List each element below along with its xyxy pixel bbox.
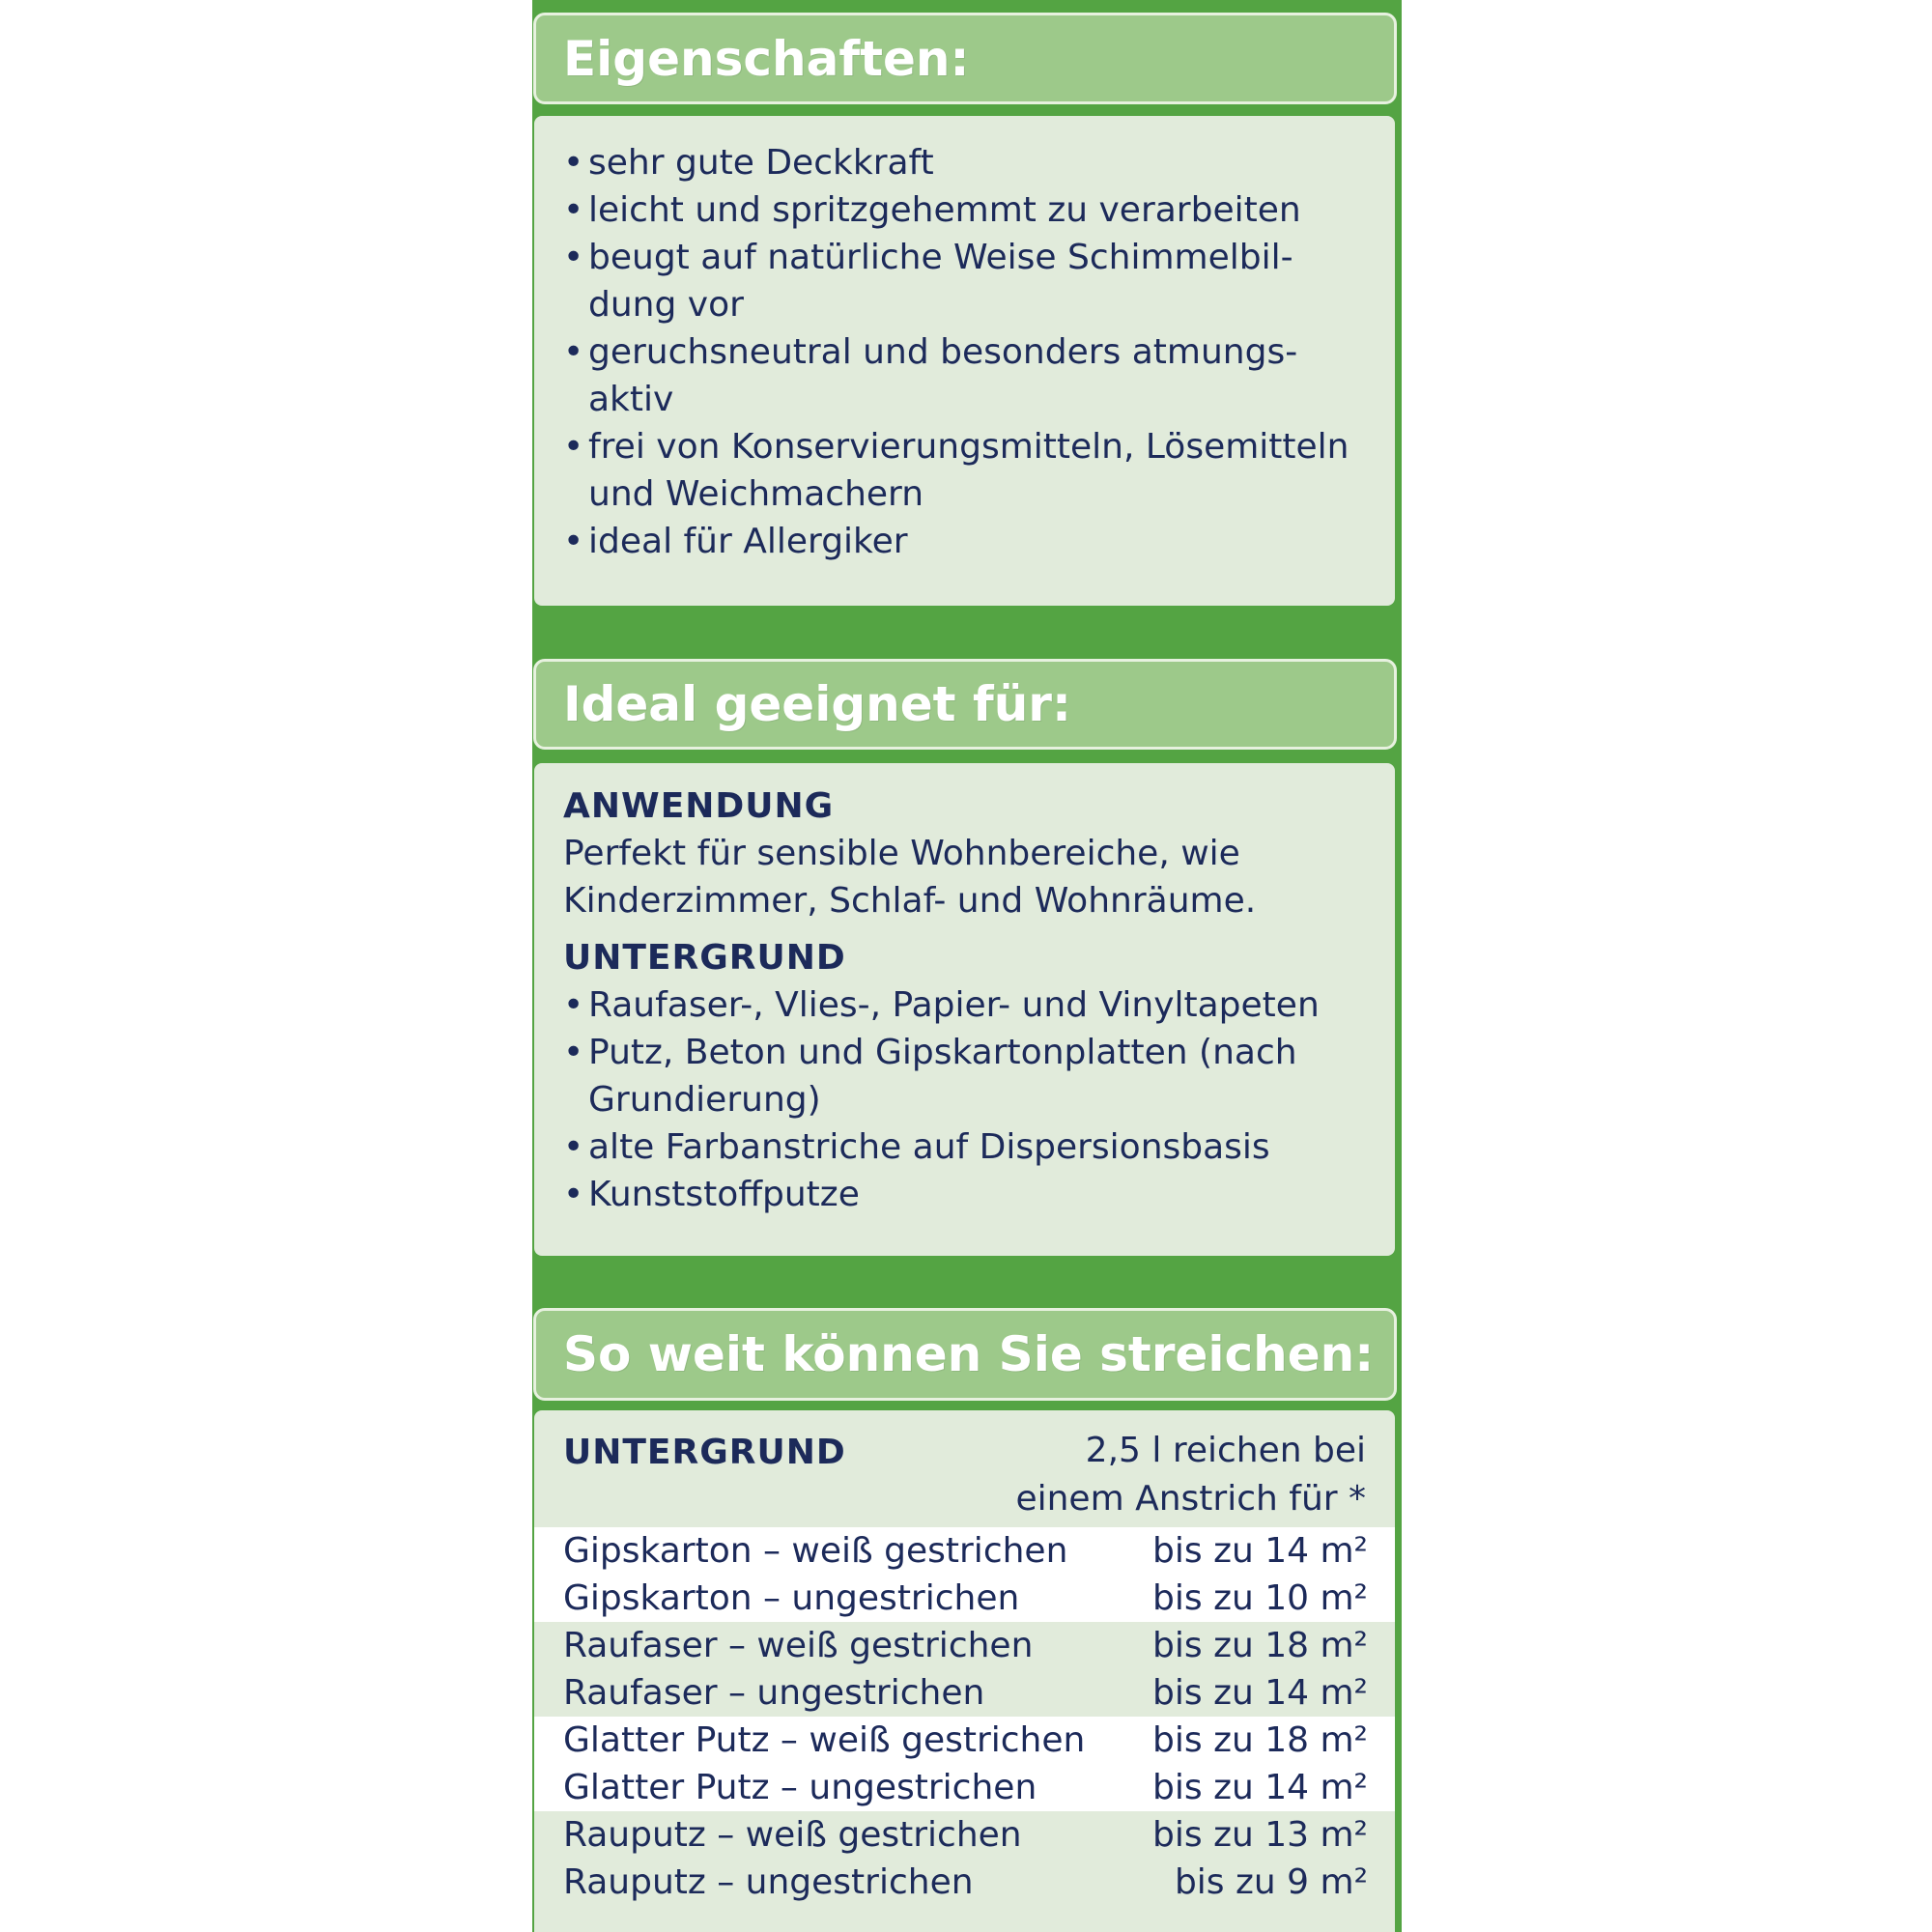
list-item: • Putz, Beton und Gipskartonplatten (nach Grundierung) [563, 1029, 1366, 1123]
eigenschaften-header [533, 13, 1397, 104]
row-surface: Glatter Putz – ungestrichen [563, 1768, 1037, 1807]
row-coverage: bis zu 18 m² [1152, 1626, 1368, 1665]
table-row [534, 1811, 1395, 1859]
anwendung-text: Perfekt für sensible Wohnbereiche, wie Kinderzimmer, Schlaf- und Wohnräume. [563, 834, 1257, 921]
table-header-coverage-line1: 2,5 l reichen bei [1085, 1431, 1366, 1470]
table-header-coverage-line2: einem Anstrich für * [1015, 1479, 1366, 1519]
table-header-untergrund: UNTERGRUND [563, 1433, 846, 1472]
list-item: • geruchsneutral und besonders atmungs-aktiv [563, 328, 1366, 423]
list-item: • sehr gute Deckkraft [563, 139, 1366, 186]
row-surface: Gipskarton – weiß gestrichen [563, 1531, 1068, 1571]
eigenschaften-list [563, 139, 1366, 565]
eigenschaften-title: Eigenschaften: [563, 30, 970, 87]
list-item: • beugt auf natürliche Weise Schimmelbil-dung vor [563, 234, 1366, 328]
anwendung-label: ANWENDUNG [563, 786, 835, 826]
row-coverage: bis zu 10 m² [1152, 1578, 1368, 1618]
table-row [534, 1764, 1395, 1811]
geeignet-header [533, 659, 1397, 750]
row-coverage: bis zu 14 m² [1152, 1531, 1368, 1571]
table-row [534, 1717, 1395, 1764]
table-row [534, 1575, 1395, 1622]
row-surface: Raufaser – weiß gestrichen [563, 1626, 1034, 1665]
eigenschaften-box [534, 116, 1395, 606]
streichen-title: So weit können Sie streichen: [563, 1326, 1375, 1382]
row-coverage: bis zu 14 m² [1152, 1768, 1368, 1807]
row-surface: Glatter Putz – weiß gestrichen [563, 1720, 1086, 1760]
list-item: • Raufaser-, Vlies-, Papier- und Vinyltapeten [563, 981, 1366, 1029]
untergrund-label: UNTERGRUND [563, 938, 846, 978]
row-coverage: bis zu 9 m² [1174, 1862, 1368, 1902]
table-row [534, 1859, 1395, 1906]
list-item: • Kunststoffputze [563, 1171, 1366, 1218]
row-surface: Rauputz – ungestrichen [563, 1862, 974, 1902]
table-row [534, 1622, 1395, 1669]
row-coverage: bis zu 13 m² [1152, 1815, 1368, 1855]
row-coverage: bis zu 14 m² [1152, 1673, 1368, 1713]
list-item: • alte Farbanstriche auf Dispersionsbasis [563, 1123, 1366, 1171]
row-surface: Rauputz – weiß gestrichen [563, 1815, 1022, 1855]
list-item: • ideal für Allergiker [563, 518, 1366, 565]
geeignet-title: Ideal geeignet für: [563, 676, 1071, 732]
row-coverage: bis zu 18 m² [1152, 1720, 1368, 1760]
table-row [534, 1527, 1395, 1575]
list-item: • frei von Konservierungsmitteln, Lösemitteln und Weichmachern [563, 423, 1366, 518]
geeignet-box [534, 763, 1395, 1256]
row-surface: Gipskarton – ungestrichen [563, 1578, 1020, 1618]
list-item: • leicht und spritzgehemmt zu verarbeiten [563, 186, 1366, 234]
untergrund-list [563, 981, 1366, 1218]
streichen-header [533, 1308, 1397, 1401]
row-surface: Raufaser – ungestrichen [563, 1673, 985, 1713]
table-row [534, 1669, 1395, 1717]
